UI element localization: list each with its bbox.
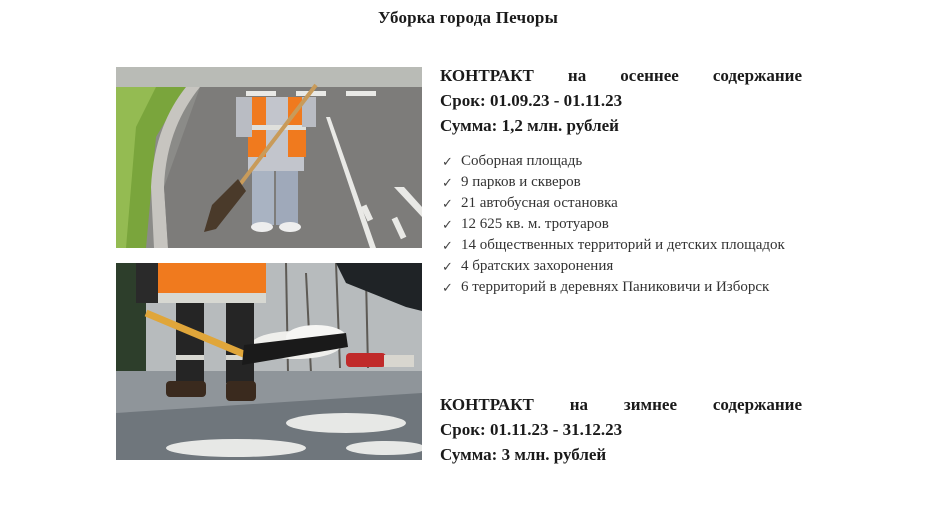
check-icon: ✓ [442, 154, 453, 169]
winter-contract-term: Срок: 01.11.23 - 31.12.23 [440, 420, 623, 439]
snow-shoveling-photo [116, 263, 422, 460]
autumn-contract-term: Срок: 01.09.23 - 01.11.23 [440, 91, 623, 110]
street-sweeping-photo [116, 67, 422, 248]
list-item: ✓ 14 общественных территорий и детских площадок [440, 235, 802, 256]
winter-contract-heading: КОНТРАКТ на зимнее содержание [440, 395, 802, 414]
autumn-scope-list [440, 151, 802, 298]
autumn-contract [440, 63, 802, 138]
check-icon: ✓ [442, 196, 453, 211]
check-icon: ✓ [442, 259, 453, 274]
check-icon: ✓ [442, 280, 453, 295]
check-icon: ✓ [442, 238, 453, 253]
list-item: ✓ 4 братских захоронения [440, 256, 802, 277]
list-item: ✓ 12 625 кв. м. тротуаров [440, 214, 802, 235]
check-icon: ✓ [442, 217, 453, 232]
check-icon: ✓ [442, 175, 453, 190]
list-item: ✓ 21 автобусная остановка [440, 193, 802, 214]
winter-contract-sum: Сумма: 3 млн. рублей [440, 445, 607, 464]
autumn-contract-sum: Сумма: 1,2 млн. рублей [440, 116, 619, 135]
winter-contract [440, 392, 802, 467]
autumn-contract-heading: КОНТРАКТ на осеннее содержание [440, 66, 802, 85]
list-item: ✓ 6 территорий в деревнях Паниковичи и Изборск [440, 277, 802, 298]
page-title: Уборка города Печоры [377, 8, 559, 27]
list-item: ✓ Соборная площадь [440, 151, 802, 172]
list-item: ✓ 9 парков и скверов [440, 172, 802, 193]
